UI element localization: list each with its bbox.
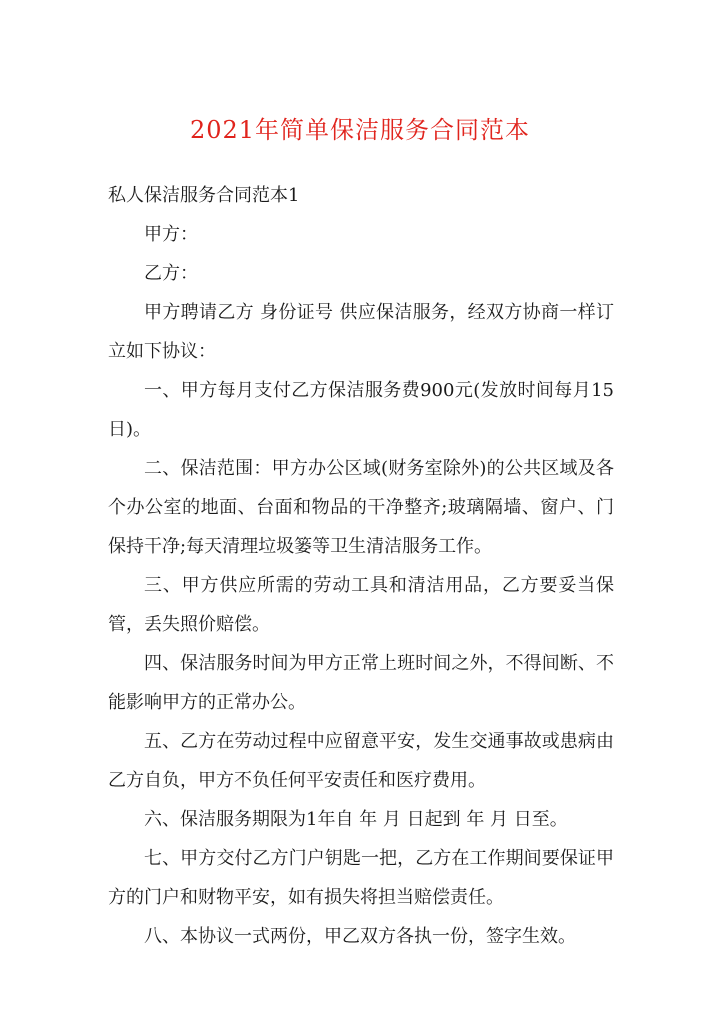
- document-title: 2021年简单保洁服务合同范本: [189, 116, 531, 144]
- clause-2: 二、保洁范围：甲方办公区域(财务室除外)的公共区域及各个办公室的地面、台面和物品的干净整齐;玻璃隔墙、窗户、门保持干净;每天清理垃圾篓等卫生清洁服务工作。: [108, 458, 614, 557]
- intro-paragraph: 甲方聘请乙方 身份证号 供应保洁服务，经双方协商一样订立如下协议：: [108, 302, 614, 362]
- clause-4: 四、保洁服务时间为甲方正常上班时间之外，不得间断、不能影响甲方的正常办公。: [108, 653, 614, 713]
- clause-8: 八、本协议一式两份，甲乙双方各执一份，签字生效。: [144, 926, 576, 947]
- section-heading: 私人保洁服务合同范本1: [108, 185, 300, 206]
- clause-3: 三、甲方供应所需的劳动工具和清洁用品，乙方要妥当保管，丢失照价赔偿。: [108, 575, 614, 635]
- clause-1: 一、甲方每月支付乙方保洁服务费900元(发放时间每月15日)。: [108, 380, 614, 440]
- party-b-line: 乙方：: [144, 263, 198, 284]
- clause-7: 七、甲方交付乙方门户钥匙一把，乙方在工作期间要保证甲方的门户和财物平安，如有损失将担当赔偿责任。: [108, 848, 614, 908]
- clause-6: 六、保洁服务期限为1年自 年 月 日起到 年 月 日至。: [144, 809, 568, 830]
- document-body: [108, 176, 614, 956]
- party-a-line: 甲方：: [144, 224, 198, 245]
- clause-5: 五、乙方在劳动过程中应留意平安，发生交通事故或患病由乙方自负，甲方不负任何平安责任和医疗费用。: [108, 731, 614, 791]
